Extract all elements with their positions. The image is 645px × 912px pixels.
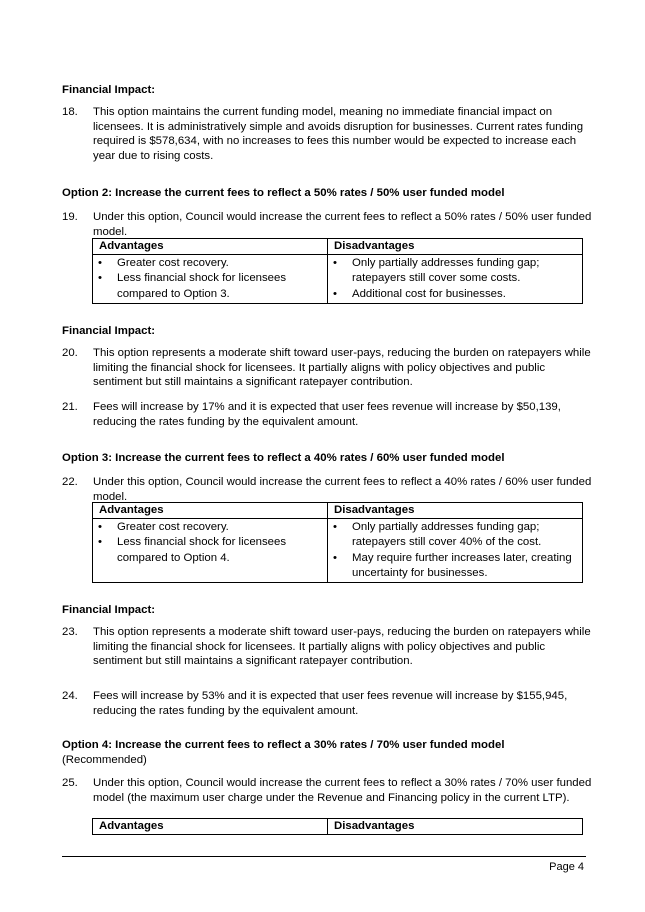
footer-divider (62, 856, 586, 857)
recommended-label: (Recommended) (62, 754, 147, 766)
paragraph-number: 20. (62, 347, 78, 359)
list-item: • Only partially addresses funding gap; ratepayers still cover some costs. (328, 256, 582, 287)
paragraph-text: Under this option, Council would increase the current fees to reflect a 50% rates / 50% user funded model. (93, 211, 592, 238)
paragraph-text: Under this option, Council would increase the current fees to reflect a 30% rates / 70% user funded model (the maximum user charge under the Revenue and Financing policy in the current LTP). (93, 777, 592, 804)
disadvantages-cell (328, 519, 583, 583)
paragraph-text: This option represents a moderate shift toward user-pays, reducing the burden on ratepayers while limiting the financial shock for licensees. It partially aligns with policy objectives and public sentiment but still maintains a significant ratepayer contribution. (93, 626, 591, 668)
advantages-header: Advantages (93, 239, 328, 255)
disadvantages-cell (328, 255, 583, 304)
paragraph-text: This option represents a moderate shift toward user-pays, reducing the burden on ratepayers while limiting the financial shock for licensees. It partially aligns with policy objectives and public sentiment but still maintains a significant ratepayer contribution. (93, 347, 591, 389)
option-2-heading: Option 2: Increase the current fees to reflect a 50% rates / 50% user funded model (62, 187, 505, 199)
list-item: • Less financial shock for licensees compared to Option 3. (93, 271, 327, 302)
option-4-title: Option 4: Increase the current fees to reflect a 30% rates / 70% user funded model (62, 739, 505, 751)
paragraph-number: 19. (62, 211, 78, 223)
advantages-header: Advantages (93, 503, 328, 519)
paragraph-number: 25. (62, 777, 78, 789)
paragraph-number: 23. (62, 626, 78, 638)
paragraph-text: Under this option, Council would increase the current fees to reflect a 40% rates / 60% user funded model. (93, 476, 592, 503)
option-3-heading: Option 3: Increase the current fees to reflect a 40% rates / 60% user funded model (62, 452, 505, 464)
paragraph-number: 21. (62, 401, 78, 413)
advantages-cell (93, 255, 328, 304)
option-4-table (92, 818, 583, 835)
page-number: Page 4 (549, 861, 584, 873)
disadvantages-header: Disadvantages (328, 239, 583, 255)
paragraph-number: 24. (62, 690, 78, 702)
option-4-heading (62, 738, 504, 768)
option-3-table (92, 502, 583, 583)
paragraph-text: Fees will increase by 53% and it is expected that user fees revenue will increase by $155,945, reducing the rates funding by the equivalent amount. (93, 690, 568, 717)
advantages-header: Advantages (93, 819, 328, 835)
advantages-cell (93, 519, 328, 583)
list-item: • Only partially addresses funding gap; ratepayers still cover 40% of the cost. (328, 520, 582, 551)
list-item: • Less financial shock for licensees compared to Option 4. (93, 535, 327, 566)
financial-impact-heading: Financial Impact: (62, 604, 156, 616)
list-item: • Additional cost for businesses. (328, 287, 582, 302)
financial-impact-heading: Financial Impact: (62, 84, 156, 96)
option-2-table (92, 238, 583, 304)
paragraph-text: This option maintains the current funding model, meaning no immediate financial impact on licensees. It is administratively simple and avoids disruption for businesses. Current rates funding required is $578,634, with no increases to fees this number would be expected to increase each year due to rising costs. (93, 106, 584, 162)
paragraph-number: 18. (62, 106, 78, 118)
disadvantages-header: Disadvantages (328, 503, 583, 519)
disadvantages-header: Disadvantages (328, 819, 583, 835)
paragraph-text: Fees will increase by 17% and it is expected that user fees revenue will increase by $50,139, reducing the rates funding by the equivalent amount. (93, 401, 561, 428)
list-item: • Greater cost recovery. (93, 256, 327, 271)
list-item: • Greater cost recovery. (93, 520, 327, 535)
list-item: • May require further increases later, creating uncertainty for businesses. (328, 551, 582, 582)
paragraph-number: 22. (62, 476, 78, 488)
financial-impact-heading: Financial Impact: (62, 325, 156, 337)
